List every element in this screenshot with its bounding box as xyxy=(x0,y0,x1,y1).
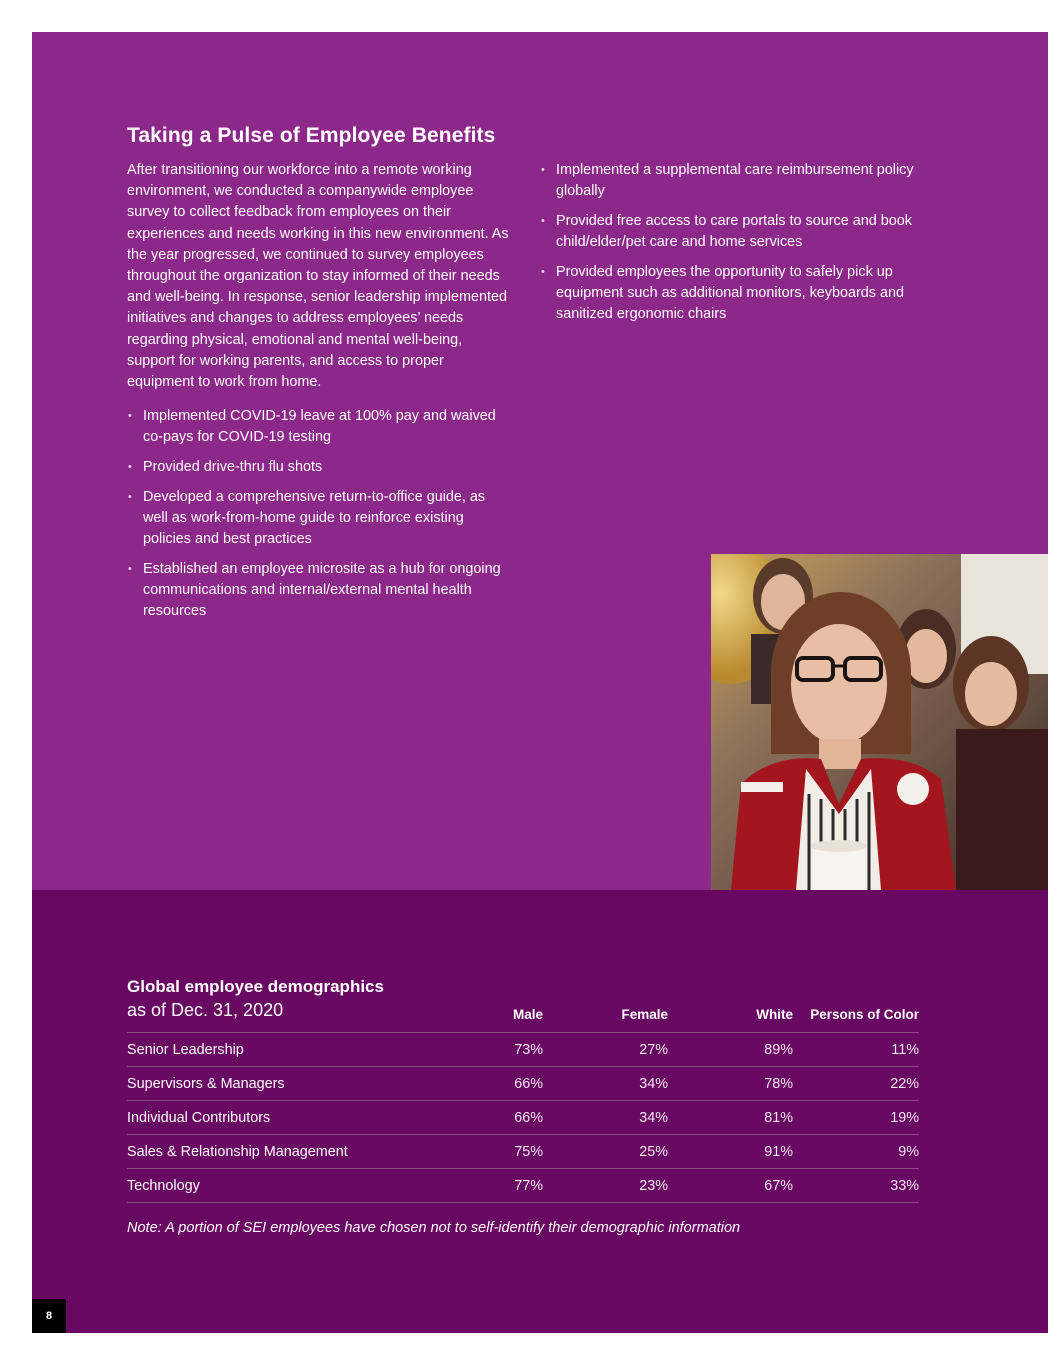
cell-persons-of-color: 33% xyxy=(890,1177,919,1194)
row-label: Supervisors & Managers xyxy=(127,1075,285,1092)
bullet-item: • Provided drive-thru flu shots xyxy=(127,457,512,478)
bullet-item: • Developed a comprehensive return-to-office guide, as well as work-from-home guide to reinforce existing policies and best practices xyxy=(127,487,512,551)
cell-female: 27% xyxy=(639,1041,668,1058)
row-label: Senior Leadership xyxy=(127,1041,244,1058)
table-note: Note: A portion of SEI employees have chosen not to self-identify their demographic information xyxy=(127,1220,741,1236)
cell-male: 73% xyxy=(514,1041,543,1058)
left-bullet-list xyxy=(127,406,512,622)
table-caption xyxy=(127,976,427,1033)
bullet-item: • Established an employee microsite as a hub for ongoing communications and internal/external mental health resources xyxy=(127,559,512,623)
table-subtitle: as of Dec. 31, 2020 xyxy=(127,1000,284,1020)
cell-male: 75% xyxy=(514,1143,543,1160)
cell-female: 34% xyxy=(639,1109,668,1126)
demographics-table-section xyxy=(127,976,919,1236)
table-row xyxy=(127,1101,919,1135)
row-label: Technology xyxy=(127,1177,200,1194)
column-header-female: Female xyxy=(621,1007,668,1022)
right-column xyxy=(540,160,925,334)
table-row xyxy=(127,1135,919,1169)
table-row xyxy=(127,1169,919,1203)
cell-persons-of-color: 9% xyxy=(898,1143,919,1160)
cell-male: 66% xyxy=(514,1109,543,1126)
bullet-item: • Provided employees the opportunity to safely pick up equipment such as additional monitors, keyboards and sanitized ergonomic chairs xyxy=(540,262,925,326)
column-header-persons-of-color: Persons of Color xyxy=(810,1007,919,1022)
demographics-table xyxy=(127,976,919,1203)
employees-photo xyxy=(711,554,1048,890)
column-header-male: Male xyxy=(512,1007,543,1022)
cell-white: 81% xyxy=(764,1109,793,1126)
left-column xyxy=(127,160,512,631)
table-row xyxy=(127,1033,919,1067)
bullet-item: • Implemented a supplemental care reimbursement policy globally xyxy=(540,160,925,202)
table-title: Global employee demographics xyxy=(127,977,384,996)
cell-female: 25% xyxy=(639,1143,668,1160)
cell-persons-of-color: 19% xyxy=(890,1109,919,1126)
cell-male: 77% xyxy=(514,1177,543,1194)
cell-male: 66% xyxy=(514,1075,543,1092)
right-bullet-list xyxy=(540,160,925,325)
table-row xyxy=(127,1067,919,1101)
employees-photo-illustration xyxy=(711,554,1048,890)
cell-persons-of-color: 11% xyxy=(891,1041,919,1058)
page-number: 8 xyxy=(32,1299,66,1333)
intro-paragraph: After transitioning our workforce into a remote working environment, we conducted a companywide employee survey to collect feedback from employees on their experiences and needs working in this new environment. As the year progressed, we continued to survey employees throughout the organization to stay informed of their needs and well-being. In response, senior leadership implemented initiatives and changes to address employees’ needs regarding physical, emotional and mental well-being, support for working parents, and access to proper equipment to work from home. xyxy=(127,162,509,391)
cell-female: 34% xyxy=(639,1075,668,1092)
cell-white: 67% xyxy=(764,1177,793,1194)
section-heading: Taking a Pulse of Employee Benefits xyxy=(127,124,496,147)
cell-white: 89% xyxy=(764,1041,793,1058)
row-label: Individual Contributors xyxy=(127,1109,271,1126)
cell-persons-of-color: 22% xyxy=(890,1075,919,1092)
cell-female: 23% xyxy=(639,1177,668,1194)
bullet-item: • Provided free access to care portals to source and book child/elder/pet care and home services xyxy=(540,211,925,253)
cell-white: 78% xyxy=(764,1075,793,1092)
row-label: Sales & Relationship Management xyxy=(127,1143,348,1160)
column-header-white: White xyxy=(756,1007,793,1022)
cell-white: 91% xyxy=(764,1143,793,1160)
bullet-item: • Implemented COVID-19 leave at 100% pay and waived co-pays for COVID-19 testing xyxy=(127,406,512,448)
